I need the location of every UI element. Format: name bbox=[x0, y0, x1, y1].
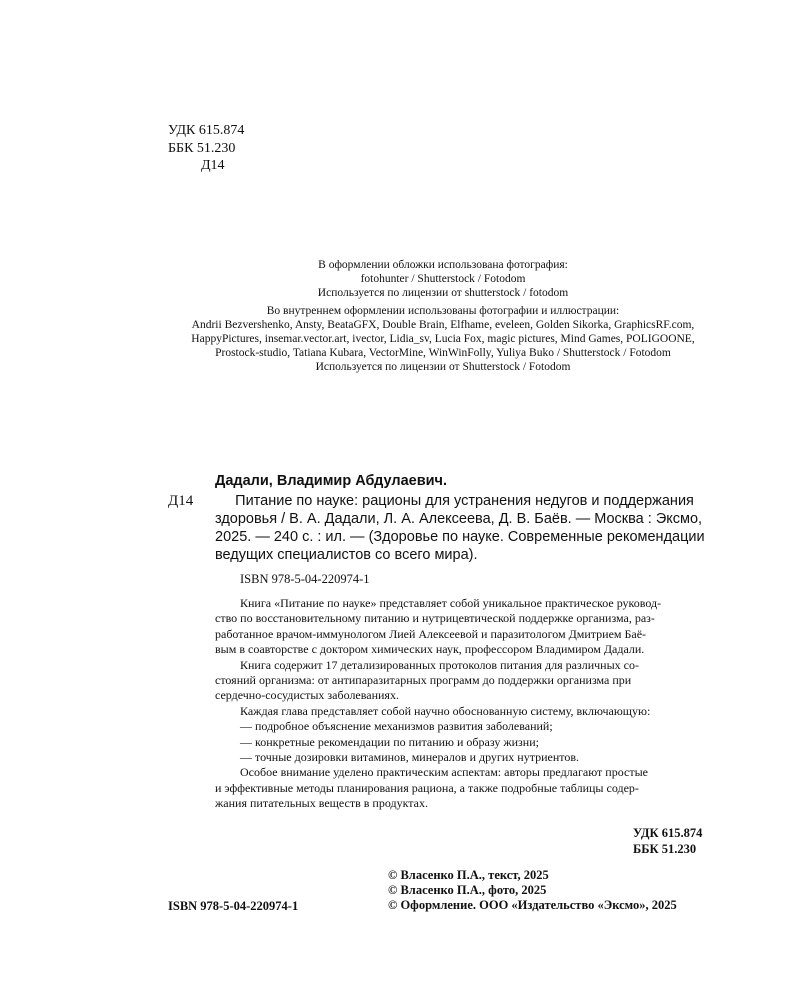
inner-credit-line: Используется по лицензии от Shutterstock / Fotodom bbox=[315, 361, 571, 373]
annotation-line: Каждая глава представляет собой научно обоснованную систему, включающую: bbox=[240, 703, 651, 718]
annotation-line: ство по восстановительному питанию и нутрицевтической поддержке организма, раз- bbox=[215, 611, 655, 626]
isbn-bottom: ISBN 978-5-04-220974-1 bbox=[168, 899, 299, 913]
annotation-line: — конкретные рекомендации по питанию и образу жизни; bbox=[240, 734, 539, 749]
cutter-code: Д14 bbox=[201, 158, 225, 173]
entry-cutter-code: Д14 bbox=[168, 493, 194, 509]
annotation-line: и эффективные методы планирования рациона, а также подробные таблицы содер- bbox=[215, 780, 639, 795]
annotation-line: Книга «Питание по науке» представляет собой уникальное практическое руковод- bbox=[240, 596, 662, 610]
cover-credit-line: Используется по лицензии от shutterstock / fotodom bbox=[317, 287, 569, 299]
cover-credit-line: В оформлении обложки использована фотография: bbox=[318, 259, 568, 271]
bib-line: ведущих специалистов со всего мира). bbox=[215, 547, 478, 563]
annotation-line: — подробное объяснение механизмов развития заболеваний; bbox=[240, 719, 553, 734]
inner-credit-line: Andrii Bezvershenko, Ansty, BeataGFX, Double Brain, Elfhame, eveleen, Golden Sikorka, GraphicsRF.com, bbox=[191, 319, 695, 331]
bbk-code: ББК 51.230 bbox=[168, 141, 236, 156]
annotation bbox=[215, 596, 721, 812]
annotation-line: стояний организма: от антипаразитарных программ до поддержки организма при bbox=[215, 673, 632, 688]
udk-code: УДК 615.874 bbox=[168, 123, 245, 138]
bibliographic-description bbox=[215, 492, 721, 564]
image-credits bbox=[160, 258, 726, 374]
annotation-line: работанное врачом-иммунологом Лией Алексеевой и паразитологом Дмитрием Баё- bbox=[215, 626, 647, 641]
copyright-block bbox=[388, 868, 677, 913]
bib-line: здоровья / В. А. Дадали, Л. А. Алексеева, Д. В. Баёв. — Москва : Эксмо, bbox=[215, 511, 703, 527]
bib-line: Питание по науке: рационы для устранения недугов и поддержания bbox=[215, 493, 694, 509]
bbk-code-bottom: ББК 51.230 bbox=[633, 842, 697, 856]
author-heading: Дадали, Владимир Абдулаевич. bbox=[215, 473, 447, 489]
annotation-line: Книга содержит 17 детализированных протоколов питания для различных со- bbox=[240, 657, 639, 672]
copyright-line: © Власенко П.А., фото, 2025 bbox=[388, 883, 547, 897]
inner-credit-line: Prostock-studio, Tatiana Kubara, VectorMine, WinWinFolly, Yuliya Buko / Shutterstock / Fotodom bbox=[215, 347, 671, 359]
inner-credit-line: HappyPictures, insemar.vector.art, ivector, Lidia_sv, Lucia Fox, magic pictures, Mind Games, POLIGOONE, bbox=[191, 333, 695, 345]
annotation-line: вым в соавторстве с доктором химических наук, профессором Владимиром Дадали. bbox=[215, 642, 645, 657]
entry-isbn: ISBN 978-5-04-220974-1 bbox=[240, 572, 370, 586]
cover-credit-line: fotohunter / Shutterstock / Fotodom bbox=[360, 273, 526, 285]
annotation-line: — точные дозировки витаминов, минералов и других нутриентов. bbox=[240, 750, 580, 765]
annotation-line: жания питательных веществ в продуктах. bbox=[215, 796, 429, 811]
inner-credit-line: Во внутреннем оформлении использованы фотографии и иллюстрации: bbox=[266, 305, 620, 317]
copyright-line: © Оформление. ООО «Издательство «Эксмо», 2025 bbox=[388, 898, 677, 912]
classification-bottom bbox=[633, 825, 702, 857]
bib-line: 2025. — 240 с. : ил. — (Здоровье по науке. Современные рекомендации bbox=[215, 529, 705, 545]
udk-code-bottom: УДК 615.874 bbox=[633, 826, 703, 840]
annotation-line: сердечно-сосудистых заболеваниях. bbox=[215, 688, 399, 703]
annotation-line: Особое внимание уделено практическим аспектам: авторы предлагают простые bbox=[240, 765, 648, 780]
copyright-line: © Власенко П.А., текст, 2025 bbox=[388, 868, 549, 882]
